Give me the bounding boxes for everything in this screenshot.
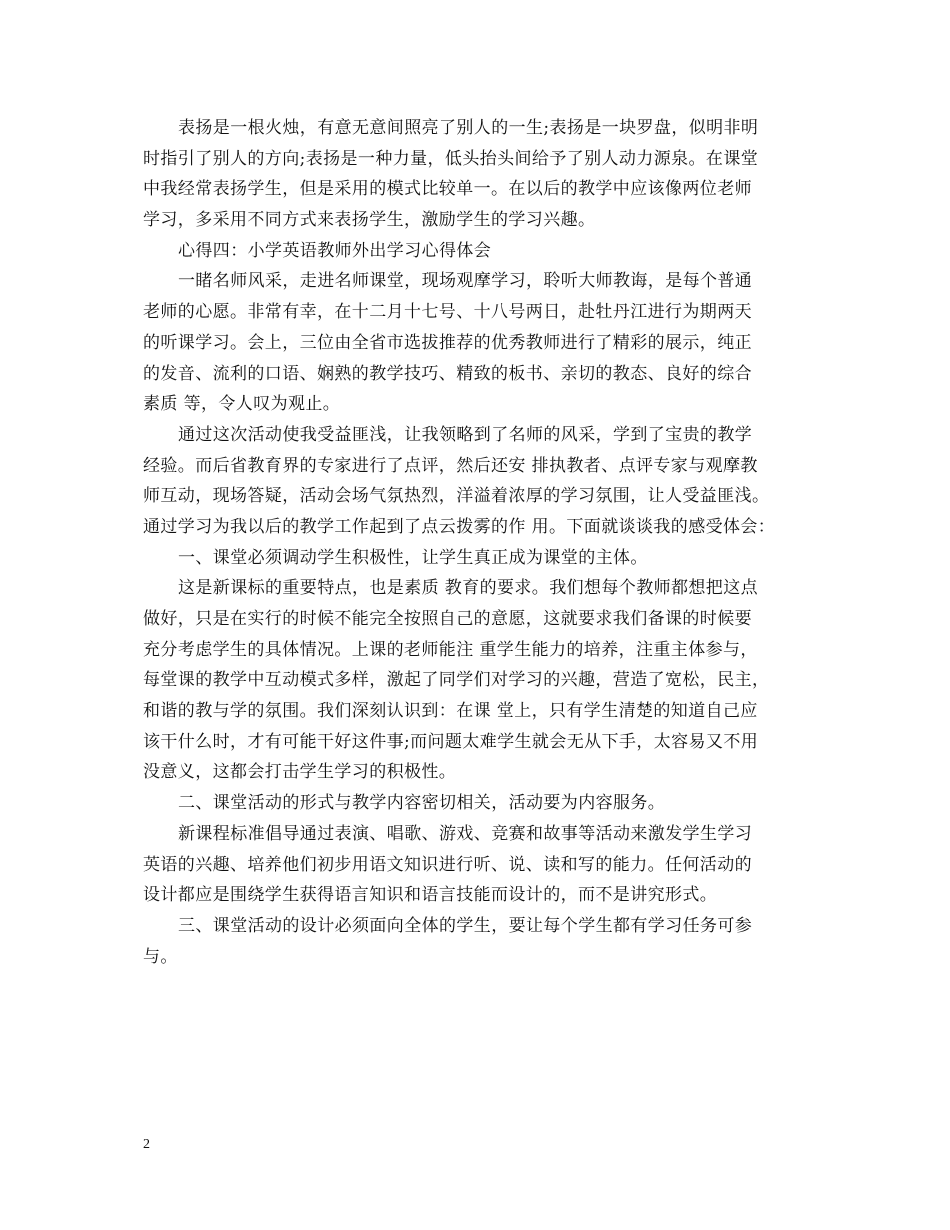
text-line: 学习，多采用不同方式来表扬学生，激励学生的学习兴趣。: [143, 210, 596, 231]
text-line: 通过学习为我以后的教学工作起到了点云拨雾的作 用。下面就谈谈我的感受体会：: [143, 516, 776, 537]
text-line: 表扬是一根火烛，有意无意间照亮了别人的一生;表扬是一块罗盘，似明非明: [178, 118, 759, 138]
text-line: 中我经常表扬学生，但是采用的模式比较单一。在以后的教学中应该像两位老师: [143, 179, 752, 200]
document-body: [143, 113, 813, 972]
text-line: 没意义，这都会打击学生学习的积极性。: [143, 762, 457, 783]
text-line: 该干什么时，才有可能干好这件事;而问题太难学生就会无从下手，太容易又不用: [143, 731, 759, 752]
text-line: 经验。而后省教育界的专家进行了点评，然后还安 排执教者、点评专家与观摩教: [143, 455, 758, 476]
text-line: 师互动，现场答疑，活动会场气氛热烈，洋溢着浓厚的学习氛围，让人受益匪浅。: [143, 486, 770, 507]
text-line: 素质 等，令人叹为观止。: [143, 394, 341, 415]
text-line: 设计都应是围绕学生获得语言知识和语言技能而设计的，而不是讲究形式。: [143, 885, 718, 906]
text-line: 的发音、流利的口语、娴熟的教学技巧、精致的板书、亲切的教态、良好的综合: [143, 363, 752, 384]
section-heading: 二、课堂活动的形式与教学内容密切相关，活动要为内容服务。: [178, 793, 666, 814]
section-heading: 心得四：小学英语教师外出学习心得体会: [178, 240, 492, 261]
page-number: 2: [143, 1137, 150, 1152]
text-line: 和谐的教与学的氛围。我们深刻认识到：在课 堂上，只有学生清楚的知道自己应: [143, 701, 758, 722]
text-line: 做好，只是在实行的时候不能完全按照自己的意愿，这就要求我们备课的时候要: [143, 609, 752, 629]
section-heading: 三、课堂活动的设计必须面向全体的学生，要让每个学生都有学习任务可参: [178, 915, 753, 936]
text-line: 这是新课标的重要特点，也是素质 教育的要求。我们想每个教师都想把这点: [178, 578, 759, 599]
text-line: 每堂课的教学中互动模式多样，激起了同学们对学习的兴趣，营造了宽松，民主，: [143, 670, 770, 691]
text-line: 英语的兴趣、培养他们初步用语文知识进行听、说、读和写的能力。任何活动的: [143, 854, 752, 875]
text-line: 充分考虑学生的具体情况。上课的老师能注 重学生能力的培养，注重主体参与，: [143, 639, 758, 660]
text-line: 一睹名师风采，走进名师课堂，现场观摩学习，聆听大师教诲，是每个普通: [178, 271, 753, 292]
text-line: 老师的心愿。非常有幸，在十二月十七号、十八号两日，赴牡丹江进行为期两天: [143, 302, 752, 323]
section-heading: 一、课堂必须调动学生积极性，让学生真正成为课堂的主体。: [178, 547, 648, 568]
text-line: 与。: [143, 946, 178, 967]
text-line: 的听课学习。会上，三位由全省市选拔推荐的优秀教师进行了精彩的展示，纯正: [143, 332, 752, 353]
text-line: 通过这次活动使我受益匪浅，让我领略到了名师的风采，学到了宝贵的教学: [178, 424, 753, 445]
text-line: 新课程标准倡导通过表演、唱歌、游戏、竞赛和故事等活动来激发学生学习: [178, 823, 753, 844]
text-line: 时指引了别人的方向;表扬是一种力量，低头抬头间给予了别人动力源泉。在课堂: [143, 148, 759, 169]
